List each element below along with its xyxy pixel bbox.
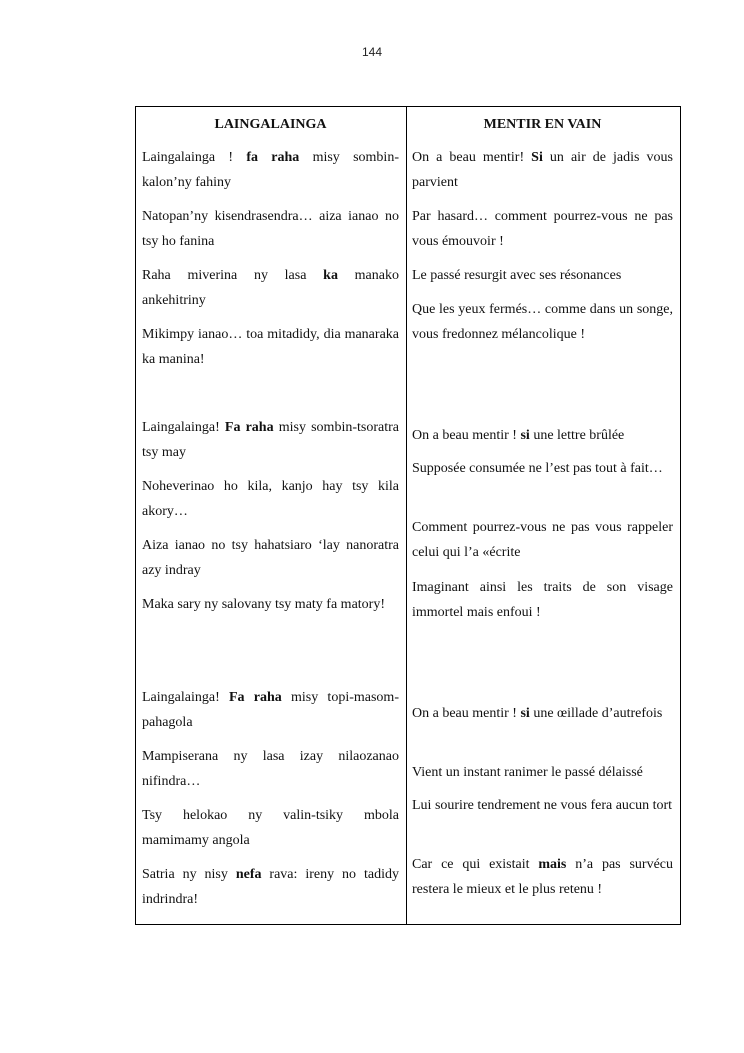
stanza-1-line-3: Le passé resurgit avec ses résonances <box>412 268 622 283</box>
stanza-3-line-1: On a beau mentir ! si une œillade d’autrefois <box>412 706 663 721</box>
stanza-2-line-4: Imaginant ainsi les traits de son visage immortel mais enfoui ! <box>412 580 673 620</box>
stanza-2-line-3: Comment pourrez-vous ne pas vous rappeler celui qui l’a «écrite <box>412 520 673 560</box>
stanza-3-line-4: Car ce qui existait mais n’a pas survécu restera le mieux et le plus retenu ! <box>412 857 674 897</box>
stanza-1-line-3: Raha miverina ny lasa ka manako ankehitriny <box>142 268 399 308</box>
stanza-1-line-2: Natopan’ny kisendrasendra… aiza ianao no tsy ho fanina <box>142 209 399 249</box>
malagasy-heading: LAINGALAINGA <box>214 117 327 132</box>
stanza-1-line-2: Par hasard… comment pourrez-vous ne pas vous émouvoir ! <box>412 209 673 249</box>
stanza-1-line-4: Que les yeux fermés… comme dans un songe, vous fredonnez mélancolique ! <box>412 302 673 342</box>
stanza-1-line-1: On a beau mentir! Si un air de jadis vous parvient <box>412 150 673 190</box>
stanza-2-line-2: Noheverinao ho kila, kanjo hay tsy kila akory… <box>142 479 399 519</box>
stanza-2-line-3: Aiza ianao no tsy hahatsiaro ‘lay nanoratra azy indray <box>142 538 399 578</box>
stanza-2-line-4: Maka sary ny salovany tsy maty fa matory! <box>142 597 385 612</box>
stanza-3-line-2: Mampiserana ny lasa izay nilaozanao nifindra… <box>142 749 399 789</box>
stanza-2-line-1: On a beau mentir ! si une lettre brûlée <box>412 428 625 443</box>
stanza-2-line-2: Supposée consumée ne l’est pas tout à fait… <box>412 461 663 476</box>
column-divider <box>406 107 407 924</box>
stanza-3-line-2: Vient un instant ranimer le passé délaissé <box>412 765 643 780</box>
poem-table <box>135 106 681 925</box>
page-number: 144 <box>361 45 383 59</box>
stanza-2-line-1: Laingalainga! Fa raha misy sombin-tsoratra tsy may <box>142 420 399 460</box>
stanza-1-line-4: Mikimpy ianao… toa mitadidy, dia manaraka ka manina! <box>142 327 399 367</box>
stanza-3-line-4: Satria ny nisy nefa rava: ireny no tadidy indrindra! <box>142 867 399 907</box>
stanza-3-line-3: Lui sourire tendrement ne vous fera aucun tort <box>412 798 673 813</box>
stanza-1-line-1: Laingalainga ! fa raha misy sombin-kalon’ny fahiny <box>142 150 399 190</box>
french-heading: MENTIR EN VAIN <box>483 117 602 132</box>
stanza-3-line-1: Laingalainga! Fa raha misy topi-masom-pahagola <box>142 690 399 730</box>
stanza-3-line-3: Tsy helokao ny valin-tsiky mbola mamimamy angola <box>142 808 399 848</box>
